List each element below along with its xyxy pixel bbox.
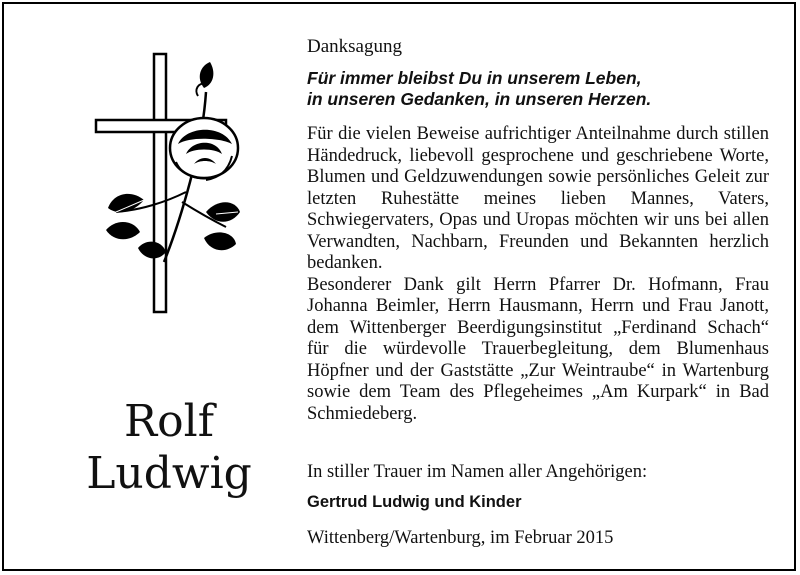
signer: Gertrud Ludwig und Kinder <box>307 493 522 511</box>
cross-with-rose-icon <box>86 52 246 322</box>
body-text <box>307 124 769 425</box>
place-date: Wittenberg/Wartenburg, im Februar 2015 <box>307 528 614 548</box>
last-name: Ludwig <box>86 448 252 499</box>
motto <box>307 68 769 110</box>
obituary-frame <box>2 2 796 571</box>
first-name: Rolf <box>124 396 214 447</box>
thanks-paragraph: Für die vielen Beweise aufrichtiger Anteilnahme durch stillen Händedruck, liebevoll gesprochene und geschriebene Worte, Blumen und Geldzuwendungen sowie persönliches Geleit zur letzten Ruhestätte meines lieben Mannes, Vaters, Schwiegervaters, Opas und Uropas möchten wir uns bei allen Verwandten, Nachbarn, Freunden und Bekannten herzlich bedanken. <box>307 124 769 273</box>
motto-line-1: Für immer bleibst Du in unserem Leben, <box>307 68 642 88</box>
special-thanks-paragraph: Besonderer Dank gilt Herrn Pfarrer Dr. Hofmann, Frau Johanna Beimler, Herrn Hausmann, Herrn und Frau Janott, dem Wittenberger Beerdigungsinstitut „Ferdinand Schach“ für die würdevolle Trauerbegleitung, dem Blumenhaus Höpfner und der Gaststätte „Zur Weintraube“ in Wartenburg sowie dem Team des Pflegeheimes „Am Kurpark“ in Bad Schmiedeberg. <box>307 274 769 424</box>
signoff: In stiller Trauer im Namen aller Angehörigen: <box>307 462 648 482</box>
heading: Danksagung <box>307 36 402 57</box>
motto-line-2: in unseren Gedanken, in unseren Herzen. <box>307 89 652 109</box>
